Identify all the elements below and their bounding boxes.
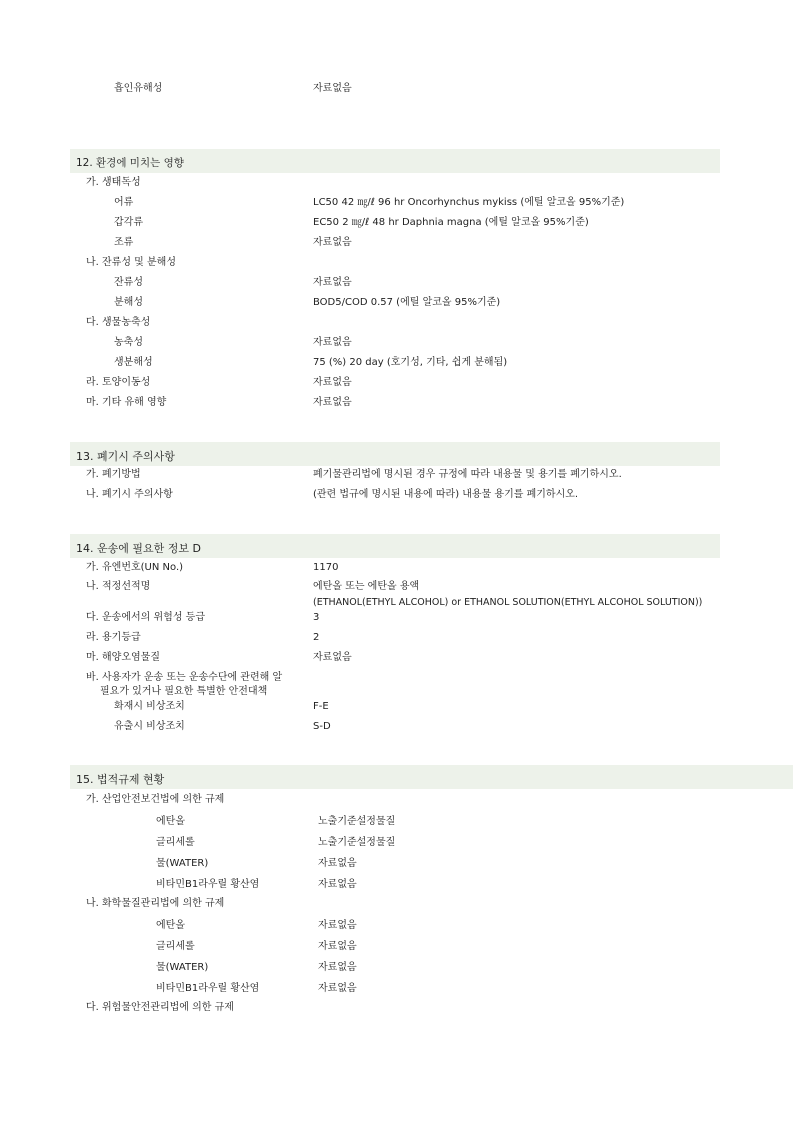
section-15-title: 15. 법적규제 현황 xyxy=(76,773,165,786)
aspiration-hazard-value: 자료없음 xyxy=(313,83,352,94)
s14-spill-emergency-value: S-D xyxy=(313,721,331,732)
s14-hazard-class-value: 3 xyxy=(313,612,320,623)
s14-special-precautions-label-1: 바. 사용자가 운송 또는 운송수단에 관련해 알 xyxy=(86,672,283,683)
s12-other-effects-value: 자료없음 xyxy=(313,397,352,408)
s12-residual-value: 자료없음 xyxy=(313,277,352,288)
s15-osha-label: 가. 산업안전보건법에 의한 규제 xyxy=(86,794,225,805)
section-12-title: 12. 환경에 미치는 영향 xyxy=(76,157,184,169)
s13-disposal-method-label: 가. 폐기방법 xyxy=(86,469,141,480)
s14-special-precautions-label-2: 필요가 있거나 필요한 특별한 안전대책 xyxy=(100,686,268,697)
section-13-title: 13. 폐기시 주의사항 xyxy=(76,450,175,463)
s14-marine-pollutant-label: 마. 해양오염물질 xyxy=(86,652,160,663)
s14-un-number-label: 가. 유엔번호(UN No.) xyxy=(86,562,184,573)
s14-shipping-name-value-2: (ETHANOL(ETHYL ALCOHOL) or ETHANOL SOLUTION(ETHYL ALCOHOL SOLUTION)) xyxy=(313,597,703,608)
s12-fish-label: 어류 xyxy=(114,197,134,208)
s14-fire-emergency-label: 화재시 비상조치 xyxy=(114,701,185,712)
s15-osha-vitamin-value: 자료없음 xyxy=(318,879,357,890)
s13-disposal-caution-label: 나. 폐기시 주의사항 xyxy=(86,489,173,500)
s14-packing-group-label: 라. 용기등급 xyxy=(86,632,141,643)
s15-chem-glycerol-label: 글리세롤 xyxy=(156,941,195,952)
section-15-header-band xyxy=(70,765,793,789)
s12-degradability-value: BOD5/COD 0.57 (에틸 알코올 95%기준) xyxy=(313,297,501,308)
s15-chemical-control-label: 나. 화학물질관리법에 의한 규제 xyxy=(86,898,225,909)
s15-osha-water-value: 자료없음 xyxy=(318,858,357,869)
s15-chem-ethanol-value: 자료없음 xyxy=(318,920,357,931)
s12-biodegradability-label: 생분해성 xyxy=(114,357,153,368)
s12-residual-label: 잔류성 xyxy=(114,277,143,288)
s12-soil-mobility-value: 자료없음 xyxy=(313,377,352,388)
s12-concentration-value: 자료없음 xyxy=(313,337,352,348)
s14-fire-emergency-value: F-E xyxy=(313,701,329,712)
s15-chem-water-label: 물(WATER) xyxy=(156,962,209,973)
s12-persistence-label: 나. 잔류성 및 분해성 xyxy=(86,257,176,268)
s15-osha-glycerol-label: 글리세롤 xyxy=(156,837,195,848)
s12-fish-value: LC50 42 ㎎/ℓ 96 hr Oncorhynchus mykiss (에틸 알코올 95%기준) xyxy=(313,197,625,208)
s12-bioaccumulation-label: 다. 생물농축성 xyxy=(86,317,151,328)
s15-chem-vitamin-value: 자료없음 xyxy=(318,983,357,994)
s12-ecotoxicity-label: 가. 생태독성 xyxy=(86,177,141,188)
s15-chem-water-value: 자료없음 xyxy=(318,962,357,973)
s14-shipping-name-label: 나. 적정선적명 xyxy=(86,581,151,592)
s12-degradability-label: 분해성 xyxy=(114,297,143,308)
s13-disposal-method-value: 폐기물관리법에 명시된 경우 규정에 따라 내용물 및 용기를 폐기하시오. xyxy=(313,469,622,480)
s15-osha-vitamin-label: 비타민B1라우릴 황산염 xyxy=(156,879,260,890)
s12-algae-label: 조류 xyxy=(114,237,134,248)
s14-marine-pollutant-value: 자료없음 xyxy=(313,652,352,663)
s12-crustacean-value: EC50 2 ㎎/ℓ 48 hr Daphnia magna (에틸 알코올 95%기준) xyxy=(313,217,589,228)
s12-other-effects-label: 마. 기타 유해 영향 xyxy=(86,397,167,408)
s12-soil-mobility-label: 라. 토양이동성 xyxy=(86,377,151,388)
s15-chem-glycerol-value: 자료없음 xyxy=(318,941,357,952)
s14-shipping-name-value-1: 에탄올 또는 에탄올 용액 xyxy=(313,581,420,592)
s15-chem-ethanol-label: 에탄올 xyxy=(156,920,185,931)
aspiration-hazard-label: 흡인유해성 xyxy=(114,83,163,94)
s14-un-number-value: 1170 xyxy=(313,562,339,573)
s14-packing-group-value: 2 xyxy=(313,632,320,643)
s15-osha-ethanol-label: 에탄올 xyxy=(156,816,185,827)
s12-algae-value: 자료없음 xyxy=(313,237,352,248)
s12-crustacean-label: 갑각류 xyxy=(114,217,143,228)
s15-osha-glycerol-value: 노출기준설정물질 xyxy=(318,837,396,848)
section-14-title: 14. 운송에 필요한 정보 D xyxy=(76,542,201,555)
s12-concentration-label: 농축성 xyxy=(114,337,143,348)
s15-dangerous-goods-label: 다. 위험물안전관리법에 의한 규제 xyxy=(86,1002,234,1013)
s13-disposal-caution-value: (관련 법규에 명시된 내용에 따라) 내용물 용기를 폐기하시오. xyxy=(313,489,579,500)
s14-spill-emergency-label: 유출시 비상조치 xyxy=(114,721,185,732)
s14-hazard-class-label: 다. 운송에서의 위험성 등급 xyxy=(86,612,205,623)
s15-osha-water-label: 물(WATER) xyxy=(156,858,209,869)
s15-chem-vitamin-label: 비타민B1라우릴 황산염 xyxy=(156,983,260,994)
s12-biodegradability-value: 75 (%) 20 day (호기성, 기타, 쉽게 분해됨) xyxy=(313,357,508,368)
s15-osha-ethanol-value: 노출기준설정물질 xyxy=(318,816,396,827)
